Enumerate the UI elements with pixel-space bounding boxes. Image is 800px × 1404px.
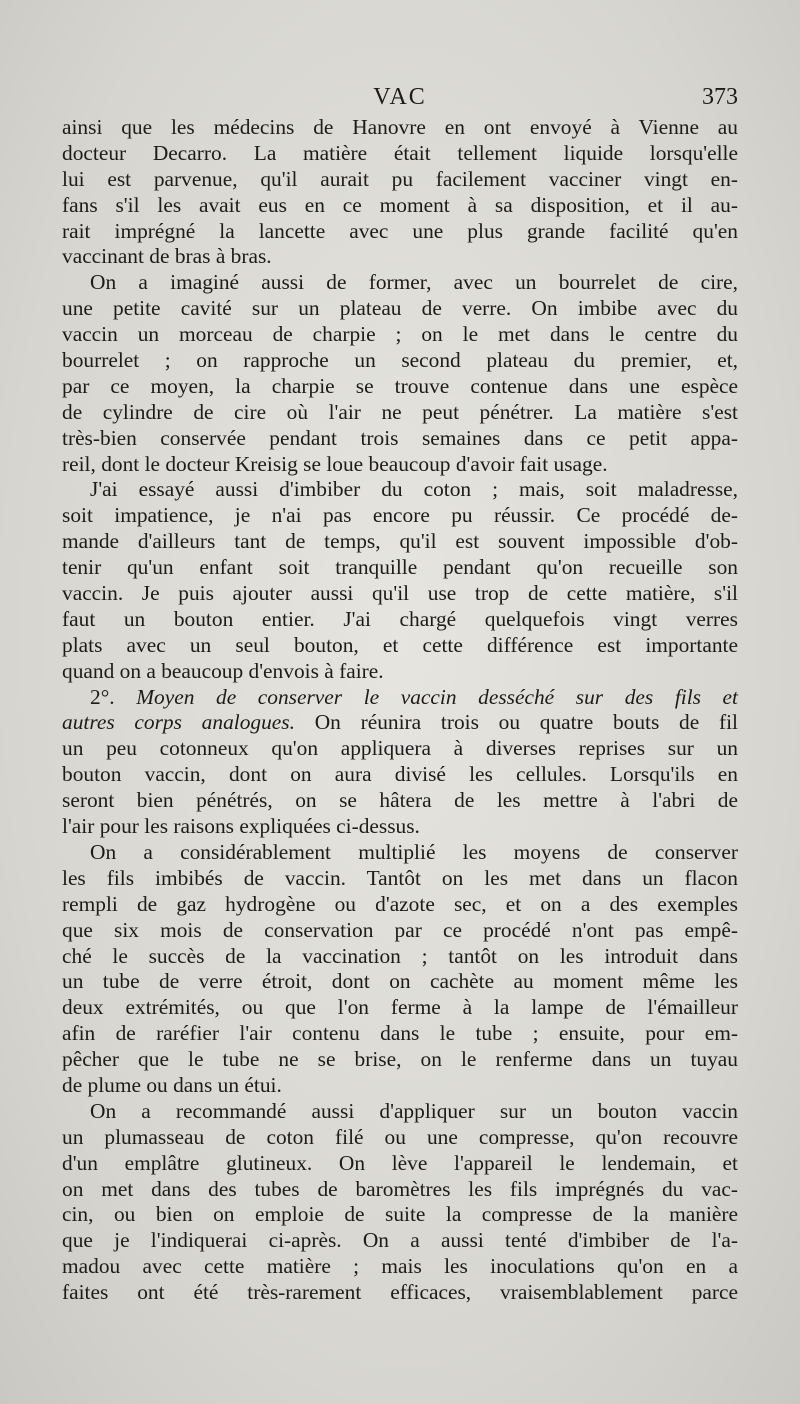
text-line: vaccin un morceau de charpie ; on le met dans le centre du — [62, 322, 738, 347]
text-line: plats avec un seul bouton, et cette différence est importante — [62, 632, 738, 657]
text-line: très-bien conservée pendant trois semaines dans ce petit appa- — [62, 425, 738, 450]
text-line: de plume ou dans un étui. — [62, 1072, 282, 1097]
text-line: pêcher que le tube ne se brise, on le renferme dans un tuyau — [62, 1047, 738, 1072]
text-line: un tube de verre étroit, dont on cachète au moment même les — [62, 969, 738, 994]
text-line: tenir qu'un enfant soit tranquille pendant qu'on recueille son — [62, 555, 738, 580]
text-line: reil, dont le docteur Kreisig se loue beaucoup d'avoir fait usage. — [62, 451, 608, 476]
text-line: On a imaginé aussi de former, avec un bourrelet de cire, — [90, 270, 738, 295]
text-line: rait imprégné la lancette avec une plus grande facilité qu'en — [62, 218, 738, 243]
text-line: ché le succès de la vaccination ; tantôt on les introduit dans — [62, 943, 738, 968]
text-line — [62, 710, 738, 736]
text-line — [62, 685, 738, 711]
text-line: les fils imbibés de vaccin. Tantôt on les met dans un flacon — [62, 865, 738, 890]
text-line: vaccin. Je puis ajouter aussi qu'il use trop de cette matière, s'il — [62, 581, 738, 606]
text-line: vaccinant de bras à bras. — [62, 244, 272, 269]
text-line: bouton vaccin, dont on aura divisé les cellules. Lorsqu'ils en — [62, 762, 738, 787]
text-line: On a considérablement multiplié les moyens de conserver — [90, 839, 738, 864]
text-line: lui est parvenue, qu'il aurait pu facilement vacciner vingt en- — [62, 166, 738, 191]
text-line: un plumasseau de coton filé ou une compresse, qu'on recouvre — [62, 1124, 738, 1149]
text-line: l'air pour les raisons expliquées ci-dessus. — [62, 814, 420, 839]
body-text — [62, 115, 738, 1306]
text-line: faut un bouton entier. J'ai chargé quelquefois vingt verres — [62, 606, 738, 631]
text-line: faites ont été très-rarement efficaces, vraisemblablement parce — [62, 1280, 738, 1305]
page-header — [62, 84, 738, 114]
text-line: cin, ou bien on emploie de suite la compresse de la manière — [62, 1202, 738, 1227]
text-line: bourrelet ; on rapproche un second plateau du premier, et, — [62, 348, 738, 373]
text-line: mande d'ailleurs tant de temps, qu'il est souvent impossible d'ob- — [62, 529, 738, 554]
text-line: madou avec cette matière ; mais les inoculations qu'on en a — [62, 1254, 738, 1279]
text-line: une petite cavité sur un plateau de verre. On imbibe avec du — [62, 296, 738, 321]
text-line: on met dans des tubes de baromètres les fils imprégnés du vac- — [62, 1176, 738, 1201]
text-line: docteur Decarro. La matière était tellement liquide lorsqu'elle — [62, 140, 738, 165]
text-line: que six mois de conservation par ce procédé n'ont pas empê- — [62, 917, 738, 942]
text-line: deux extrémités, ou que l'on ferme à la lampe de l'émailleur — [62, 995, 738, 1020]
text-line: soit impatience, je n'ai pas encore pu réussir. Ce procédé de- — [62, 503, 738, 528]
text-line: que je l'indiquerai ci-après. On a aussi tenté d'imbiber de l'a- — [62, 1228, 738, 1253]
text-line: rempli de gaz hydrogène ou d'azote sec, et on a des exemples — [62, 891, 738, 916]
running-head: VAC — [373, 84, 427, 110]
text-line: On a recommandé aussi d'appliquer sur un bouton vaccin — [90, 1098, 738, 1123]
text-line: J'ai essayé aussi d'imbiber du coton ; mais, soit maladresse, — [90, 477, 738, 502]
text-line: d'un emplâtre glutineux. On lève l'appareil le lendemain, et — [62, 1150, 738, 1175]
text-line: un peu cotonneux qu'on appliquera à diverses reprises sur un — [62, 736, 738, 761]
text-line: quand on a beaucoup d'envois à faire. — [62, 658, 384, 683]
italic-text: autres corps analogues. — [62, 710, 295, 735]
text-line: fans s'il les avait eus en ce moment à sa disposition, et il au- — [62, 192, 738, 217]
italic-text: Moyen de conserver le vaccin desséché sur des fils et — [136, 684, 738, 709]
text-segment: On réunira trois ou quatre bouts de fil — [294, 710, 738, 735]
text-line: afin de raréfier l'air contenu dans le tube ; ensuite, pour em- — [62, 1021, 738, 1046]
text-line: seront bien pénétrés, on se hâtera de les mettre à l'abri de — [62, 788, 738, 813]
text-line: de cylindre de cire où l'air ne peut pénétrer. La matière s'est — [62, 399, 738, 424]
text-line: ainsi que les médecins de Hanovre en ont envoyé à Vienne au — [62, 115, 738, 139]
text-segment: 2°. — [90, 684, 137, 709]
page-number: 373 — [702, 84, 738, 110]
text-line: par ce moyen, la charpie se trouve contenue dans une espèce — [62, 373, 738, 398]
